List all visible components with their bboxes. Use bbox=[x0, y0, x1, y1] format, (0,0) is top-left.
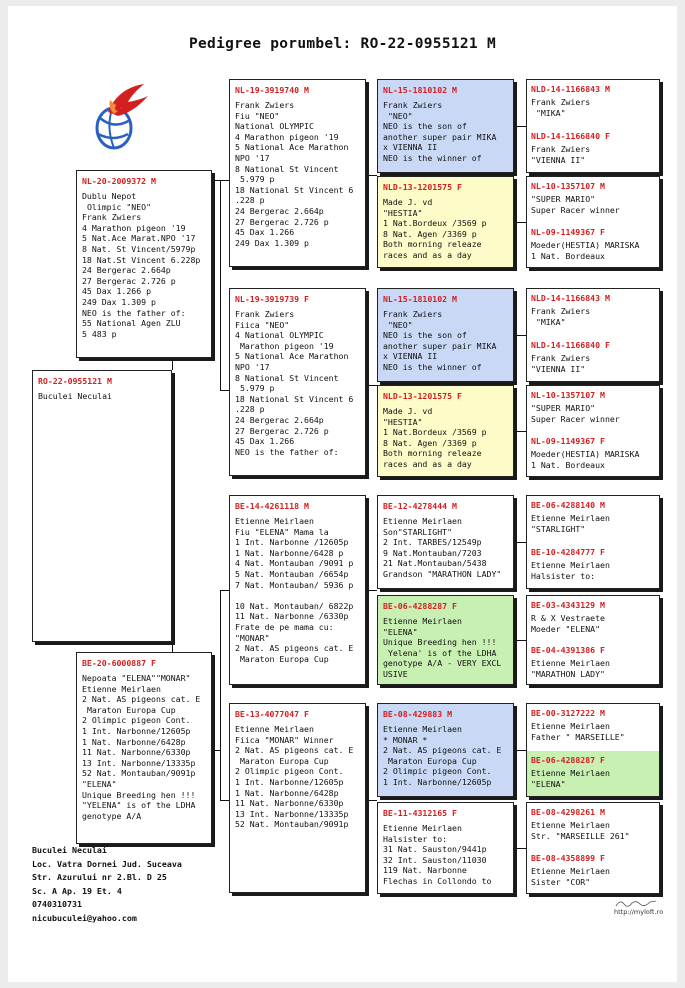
bird-globe-logo-icon bbox=[88, 78, 152, 156]
ring-number: NL-15-1810102 M bbox=[383, 294, 457, 304]
card-text: Etienne Meirlaen "STARLIGHT" bbox=[531, 513, 610, 534]
ring-number: NL-19-3919740 M bbox=[235, 85, 309, 95]
sire-ring-number: NL-20-2009372 M bbox=[82, 176, 156, 186]
ring-number: BE-03-4343129 M bbox=[531, 600, 605, 610]
great-grandparent-card[interactable] bbox=[377, 79, 514, 173]
connector-line bbox=[366, 800, 377, 801]
ancestor-pair-card[interactable] bbox=[526, 495, 660, 589]
ancestor-pair-card[interactable] bbox=[526, 288, 660, 382]
ring-number: BE-08-429883 M bbox=[383, 709, 453, 719]
ring-number: NLD-14-1166840 F bbox=[531, 131, 610, 141]
card-text: Made J. vd "HESTIA" 1 Nat.Bordeux /3569 p 8 Nat. Agen /3369 p Both morning releaze races and as a day bbox=[383, 406, 487, 469]
ancestor-pair-card[interactable] bbox=[526, 385, 660, 477]
owner-address-line: Str. Azurului nr 2.Bl. D 25 bbox=[32, 872, 167, 882]
connector-line bbox=[514, 126, 526, 127]
ring-number: NL-10-1357107 M bbox=[531, 181, 605, 191]
card-text: Etienne Meirlaen "ELENA" bbox=[531, 768, 610, 789]
signature-url[interactable]: http://myloft.ro bbox=[614, 908, 664, 916]
grandparent-card[interactable] bbox=[229, 495, 366, 685]
card-text: "SUPER MARIO" Super Racer winner bbox=[531, 403, 620, 424]
ring-number: BE-13-4077047 F bbox=[235, 709, 309, 719]
ring-number: NL-15-1810102 M bbox=[383, 85, 457, 95]
ring-number: BE-11-4312165 F bbox=[383, 808, 457, 818]
connector-line bbox=[220, 800, 229, 801]
connector-line bbox=[514, 542, 526, 543]
card-text: Etienne Meirlaen Fiica "MONAR" Winner 2 Nat. AS pigeons cat. E Maraton Europa Cup 2 Olimpic pigeon Cont. 1 Int. Narbonne/12605p 1 Nat. Narbonne/6428p 11 Nat. Narbonne/6330p 13 Int. Narbonne/13335p 52 Nat. Montauban/9091p bbox=[235, 724, 354, 830]
connector-line bbox=[220, 180, 221, 390]
ring-number: BE-06-4288140 M bbox=[531, 500, 605, 510]
card-text: "SUPER MARIO" Super Racer winner bbox=[531, 194, 620, 215]
card-text: Etienne Meirlaen * MONAR * 2 Nat. AS pigeons cat. E Maraton Europa Cup 2 Olimpic pigeon Cont. 1 Int. Narbonne/12605p bbox=[383, 724, 502, 787]
owner-name: Buculei Neculai bbox=[32, 845, 107, 855]
ring-number: BE-06-4288287 F bbox=[383, 601, 457, 611]
card-text: Etienne Meirlaen "MARATHON LADY" bbox=[531, 658, 610, 679]
card-text: Etienne Meirlaen Sister "COR" bbox=[531, 866, 610, 887]
card-text: Etienne Meirlaen "ELENA" Unique Breeding hen !!! Yelena' is of the LDHA genotype A/A - VERY EXCL USIVE bbox=[383, 616, 502, 679]
owner-address-line: Loc. Vatra Dornei Jud. Suceava bbox=[32, 858, 182, 869]
owner-phone: 0740310731 bbox=[32, 899, 82, 909]
ancestor-pair-card[interactable] bbox=[526, 802, 660, 894]
connector-line bbox=[220, 180, 229, 181]
card-text: Etienne Meirlaen Str. "MARSEILLE 261" bbox=[531, 820, 630, 841]
great-grandparent-card[interactable] bbox=[377, 288, 514, 382]
ring-number: NL-19-3919739 F bbox=[235, 294, 309, 304]
connector-line bbox=[514, 848, 526, 849]
sire-card[interactable] bbox=[76, 170, 212, 358]
card-text: Frank Zwiers "MIKA" bbox=[531, 306, 591, 327]
card-text: Etienne Meirlaen Halsister to: bbox=[531, 560, 610, 581]
ancestor-pair-card[interactable] bbox=[526, 176, 660, 268]
ring-number: NL-09-1149367 F bbox=[531, 227, 605, 237]
ancestor-pair-card[interactable] bbox=[526, 595, 660, 685]
card-text: Moeder(HESTIA) MARISKA 1 Nat. Bordeaux bbox=[531, 240, 640, 261]
signature bbox=[614, 898, 663, 916]
card-text: Etienne Meirlaen Fiu "ELENA" Mama la 1 Int. Narbonne /12605p 1 Nat. Narbonne/6428 p 4 Nat. Montauban /9091 p 5 Nat. Montauban /6654p 7 Nat. Montauban/ 5936 p 10 Nat. Montauban/ 6822p 11 Nat. Narbonne /6330p Frate de pe mama cu: "MONAR" 2 Nat. AS pigeons cat. E Maraton Europa Cup bbox=[235, 516, 354, 664]
page-title: Pedigree porumbel: RO-22-0955121 M bbox=[188, 36, 496, 52]
ring-number: BE-06-4288287 F bbox=[531, 755, 605, 765]
owner-address-line: Sc. A Ap. 19 Et. 4 bbox=[32, 885, 122, 896]
connector-line bbox=[366, 590, 377, 591]
connector-line bbox=[220, 590, 229, 591]
ring-number: NLD-14-1166843 M bbox=[531, 293, 610, 303]
card-text: Etienne Meirlaen Father " MARSEILLE" bbox=[531, 721, 625, 742]
card-text: Frank Zwiers Fiu "NEO" National OLYMPIC 4 Marathon pigeon '19 5 National Ace Marathon NPO '17 8 National St Vincent 5.979 p 18 National St Vincent 6 .228 p 24 Bergerac 2.664p 27 Bergerac 2.726 p 45 Dax 1.266 249 Dax 1.309 p bbox=[235, 100, 354, 248]
ring-number: NL-09-1149367 F bbox=[531, 436, 605, 446]
ring-number: NL-10-1357107 M bbox=[531, 390, 605, 400]
connector-line bbox=[220, 390, 229, 391]
great-grandparent-card[interactable] bbox=[377, 495, 514, 589]
ring-number: BE-14-4261118 M bbox=[235, 501, 309, 511]
dam-ring-number: BE-20-6000887 F bbox=[82, 658, 156, 668]
ring-number: NLD-13-1201575 F bbox=[383, 182, 462, 192]
card-text: Frank Zwiers "MIKA" bbox=[531, 97, 591, 118]
connector-line bbox=[366, 385, 377, 386]
card-text: Made J. vd "HESTIA" 1 Nat.Bordeux /3569 p 8 Nat. Agen /3369 p Both morning releaze races and as a day bbox=[383, 197, 487, 260]
card-text: Etienne Meirlaen Halsister to: 31 Nat. Sauston/9441p 32 Int. Sauston/11030 119 Nat. Narbonne Flechas in Collondo to bbox=[383, 823, 492, 886]
connector-line bbox=[514, 335, 526, 336]
ring-number: BE-08-4298261 M bbox=[531, 807, 605, 817]
ring-number: BE-00-3127222 M bbox=[531, 708, 605, 718]
great-grandparent-card[interactable] bbox=[377, 595, 514, 685]
card-text: Moeder(HESTIA) MARISKA 1 Nat. Bordeaux bbox=[531, 449, 640, 470]
ring-number: NLD-14-1166843 M bbox=[531, 84, 610, 94]
card-text: Frank Zwiers Fiica "NEO" 4 National OLYMPIC Marathon pigeon '19 5 National Ace Marathon NPO '17 8 National St Vincent 5.979 p 18 National St Vincent 6 .228 p 24 Bergerac 2.664p 27 Bergerac 2.726 p 45 Dax 1.266 NEO is the father of: bbox=[235, 309, 354, 457]
ring-number: BE-04-4391386 F bbox=[531, 645, 605, 655]
owner-email[interactable]: nicubuculei@yahoo.com bbox=[32, 912, 137, 923]
subject-card[interactable] bbox=[32, 370, 172, 642]
ring-number: BE-08-4358899 F bbox=[531, 853, 605, 863]
ring-number: NLD-13-1201575 F bbox=[383, 391, 462, 401]
card-text: Etienne Meirlaen Son"STARLIGHT" 2 Int. TARBES/12549p 9 Nat.Montauban/7203 21 Nat.Montauban/5438 Grandson "MARATHON LADY" bbox=[383, 516, 502, 579]
great-grandparent-card[interactable] bbox=[377, 802, 514, 894]
card-text: Frank Zwiers "NEO" NEO is the son of another super pair MIKA x VIENNA II NEO is the winner of bbox=[383, 309, 497, 372]
ring-number: NLD-14-1166840 F bbox=[531, 340, 610, 350]
connector-line bbox=[514, 640, 526, 641]
card-text: Frank Zwiers "VIENNA II" bbox=[531, 144, 591, 165]
card-text: Frank Zwiers "NEO" NEO is the son of another super pair MIKA x VIENNA II NEO is the winner of bbox=[383, 100, 497, 163]
ring-number: BE-12-4278444 M bbox=[383, 501, 457, 511]
ancestor-pair-card[interactable] bbox=[526, 79, 660, 173]
card-text: Frank Zwiers "VIENNA II" bbox=[531, 353, 591, 374]
dam-text: Nepoata "ELENA""MONAR" Etienne Meirlaen 2 Nat. AS pigeons cat. E Maraton Europa Cup 2 Olimpic pigeon Cont. 1 Int. Narbonne/12605p 1 Nat. Narbonne/6428p 11 Nat. Narbonne/6330p 13 Int. Narbonne/13335p 52 Nat. Montauban/9091p "ELENA" Unique Breeding hen !!! "YELENA" is of the LDHA genotype A/A bbox=[82, 673, 201, 821]
grandparent-card[interactable] bbox=[229, 703, 366, 893]
great-grandparent-card[interactable] bbox=[377, 703, 514, 797]
grandparent-card[interactable] bbox=[229, 288, 366, 476]
subject-ring-number: RO-22-0955121 M bbox=[38, 376, 112, 386]
ancestor-pair-card[interactable] bbox=[526, 703, 660, 797]
sire-text: Dublu Nepot Olimpic "NEO" Frank Zwiers 4 Marathon pigeon '19 5 Nat.Ace Marat.NPO '17 8 Nat. St Vincent/5979p 18 Nat.St Vincent 6.228p 24 Bergerac 2.664p 27 Bergerac 2.726 p 45 Dax 1.266 p 249 Dax 1.309 p NEO is the father of: 55 National Agen ZLU 5 483 p bbox=[82, 191, 201, 339]
connector-line bbox=[514, 431, 526, 432]
connector-line bbox=[212, 180, 220, 181]
connector-line bbox=[366, 175, 377, 176]
card-text: R & X Vestraete Moeder "ELENA" bbox=[531, 613, 605, 634]
dam-card[interactable] bbox=[76, 652, 212, 844]
connector-line bbox=[514, 222, 526, 223]
connector-line bbox=[220, 590, 221, 800]
connector-line bbox=[514, 750, 526, 751]
great-grandparent-card[interactable] bbox=[377, 176, 514, 268]
great-grandparent-card[interactable] bbox=[377, 385, 514, 477]
connector-line bbox=[212, 750, 220, 751]
owner-contact bbox=[32, 844, 182, 925]
grandparent-card[interactable] bbox=[229, 79, 366, 267]
ring-number: BE-10-4284777 F bbox=[531, 547, 605, 557]
signature-scribble-icon bbox=[614, 898, 658, 908]
subject-text: Buculei Neculai bbox=[38, 391, 112, 401]
